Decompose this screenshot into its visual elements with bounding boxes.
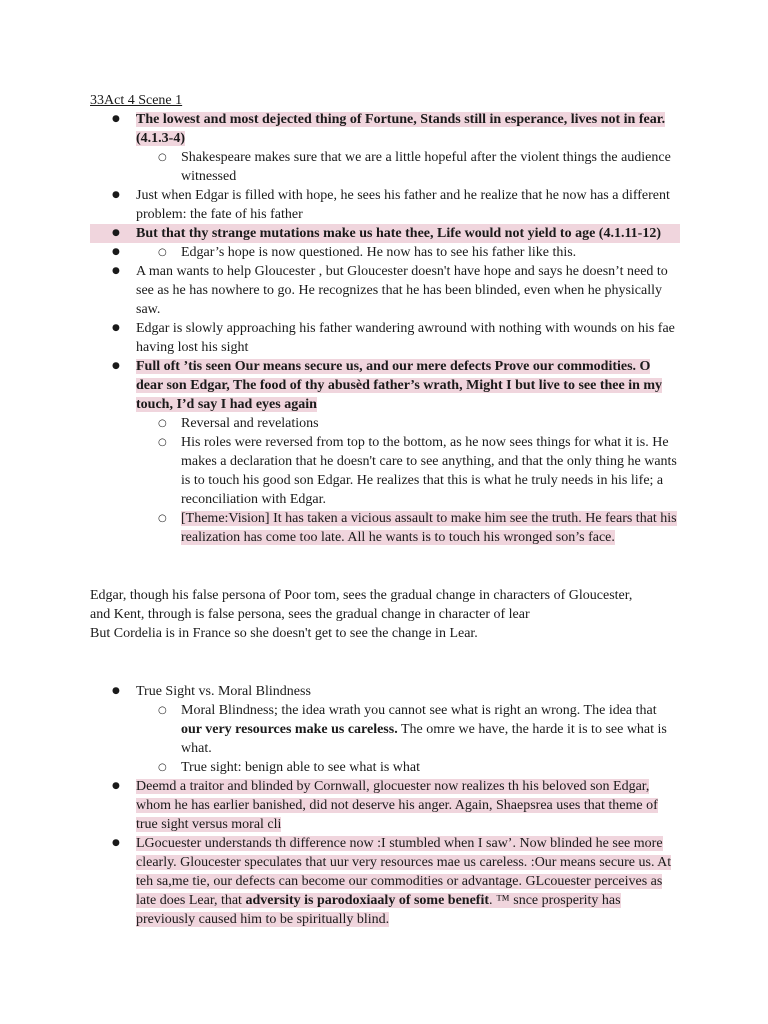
page-title: 33Act 4 Scene 1 [90, 93, 183, 108]
highlighted-note: Deemd a traitor and blinded by Cornwall, glocuester now realizes th his beloved son Edgar, whom he has earlier banished, did not deserve his anger. Again, Shaepsrea uses that theme of true sight versus moral cli [136, 779, 658, 832]
list-item: ● True Sight vs. Moral Blindness ○ Moral Blindness; the idea wrath you cannot see what is right an wrong. The idea that our very resources make us careless. The omre we have, the harde it is to see what is what. ○ True sight: benign able to see what is what [90, 682, 680, 777]
paragraph-line: and Kent, through is false persona, sees the gradual change in character of lear [90, 607, 530, 622]
list-item [90, 777, 680, 834]
list-item: ● Edgar is slowly approaching his father wandering awround with nothing with wounds on his fae having lost his sight [90, 319, 680, 357]
list-item [90, 834, 680, 929]
list-item: ○ ● Edgar’s hope is now questioned. He now has to see his father like this. [136, 243, 680, 262]
list-item [136, 509, 680, 547]
quote-fortune: The lowest and most dejected thing of Fortune, Stands still in esperance, lives not in fear. (4.1.3-4) [136, 112, 666, 146]
list-item: ○ True sight: benign able to see what is what [136, 758, 680, 777]
notes-list-2 [90, 682, 680, 929]
list-item: ○ Reversal and revelations [136, 414, 680, 433]
document-page [90, 91, 680, 929]
paragraph-line: But Cordelia is in France so she doesn't get to see the change in Lear. [90, 626, 478, 641]
list-item: ● A man wants to help Gloucester , but Gloucester doesn't have hope and says he doesn’t need to see as he has nowhere to go. He recognizes that he has been blinded, even when he physically saw. [90, 262, 680, 319]
list-item [90, 243, 680, 262]
quote-full-oft: Full oft ’tis seen Our means secure us, and our mere defects Prove our commodities. O dear son Edgar, The food of thy abusèd father’s wrath, Might I but live to see thee in my touch, I’d say I had eyes again [136, 359, 663, 412]
highlighted-note: LGocuester understands th difference now :I stumbled when I saw’. Now blinded he see more clearly. Gloucester speculates that uur very resources mae us careless. :Our means secure us. At teh sa,me tie, our defects can become our commodities or advantage. GLcouester perceives as late does Lear, that adversity is parodoxiaaly of some benefit. ™ snce prosperity has previously caused him to be spiritually blind. [136, 836, 672, 927]
list-item: ○ Shakespeare makes sure that we are a little hopeful after the violent things the audience witnessed [136, 148, 680, 186]
theme-vision-note: [Theme:Vision] It has taken a vicious assault to make him see the truth. He fears that his realization has come too late. All he wants is to touch his wronged son’s face. [181, 511, 677, 545]
paragraph-line: Edgar, though his false persona of Poor tom, sees the gradual change in characters of Gloucester, [90, 588, 633, 603]
list-item: ○ Moral Blindness; the idea wrath you cannot see what is right an wrong. The idea that our very resources make us careless. The omre we have, the harde it is to see what is what. [136, 701, 680, 758]
list-item [90, 357, 680, 547]
quote-mutations: But that thy strange mutations make us hate thee, Life would not yield to age (4.1.11-12) [136, 226, 661, 241]
list-item [90, 110, 680, 186]
list-item: ○ His roles were reversed from top to the bottom, as he now sees things for what it is. He makes a declaration that he doesn't care to see anything, and that the only thing he wants is to touch his good son Edgar. He realizes that this is what he truly needs in his life; a reconciliation with Edgar. [136, 433, 680, 509]
list-item: ● Just when Edgar is filled with hope, he sees his father and he realize that he now has a different problem: the fate of his father [90, 186, 680, 224]
list-item [90, 224, 680, 243]
summary-paragraph [90, 586, 680, 643]
notes-list-1 [90, 110, 680, 547]
